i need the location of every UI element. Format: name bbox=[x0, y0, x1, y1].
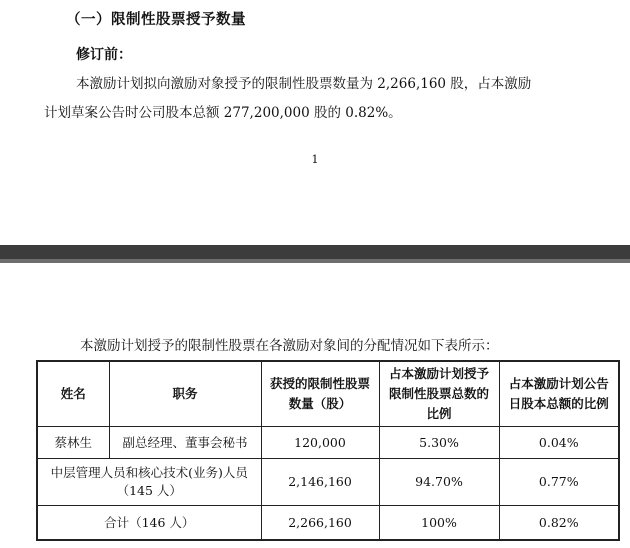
page-number: 1 bbox=[311, 153, 319, 166]
cell-pct-of-grant: 5.30% bbox=[379, 427, 499, 459]
revision-label: 修订前： bbox=[76, 47, 132, 63]
cell-pct-of-grant: 94.70% bbox=[379, 459, 499, 506]
paragraph-line-1: 本激励计划拟向激励对象授予的限制性股票数量为 2,266,160 股，占本激励 bbox=[76, 76, 532, 92]
cell-position: 副总经理、董事会秘书 bbox=[109, 427, 261, 459]
cell-total-label: 合计（146 人） bbox=[37, 506, 261, 541]
header-position: 职务 bbox=[109, 361, 261, 427]
cell-name: 蔡林生 bbox=[37, 427, 109, 459]
page-separator bbox=[0, 245, 630, 263]
distribution-table bbox=[36, 360, 620, 541]
document-page-top bbox=[0, 0, 630, 245]
paragraph-line-2: 计划草案公告时公司股本总额 277,200,000 股的 0.82%。 bbox=[44, 105, 402, 121]
cell-shares: 2,146,160 bbox=[261, 459, 379, 506]
table-total-row bbox=[37, 506, 619, 541]
cell-group: 中层管理人员和核心技术(业务)人员（145 人） bbox=[37, 459, 261, 506]
table-row bbox=[37, 459, 619, 506]
section-title: （一）限制性股票授予数量 bbox=[66, 12, 246, 28]
cell-pct-of-capital: 0.04% bbox=[499, 427, 619, 459]
table-header-row bbox=[37, 361, 619, 427]
table-caption: 本激励计划授予的限制性股票在各激励对象间的分配情况如下表所示： bbox=[80, 338, 499, 354]
table-row bbox=[37, 427, 619, 459]
cell-total-pct-of-capital: 0.82% bbox=[499, 506, 619, 541]
cell-shares: 120,000 bbox=[261, 427, 379, 459]
page-separator-shade bbox=[0, 259, 630, 263]
header-name: 姓名 bbox=[37, 361, 109, 427]
header-shares: 获授的限制性股票数量（股） bbox=[261, 361, 379, 427]
cell-total-pct-of-grant: 100% bbox=[379, 506, 499, 541]
cell-pct-of-capital: 0.77% bbox=[499, 459, 619, 506]
cell-total-shares: 2,266,160 bbox=[261, 506, 379, 541]
header-pct-of-capital: 占本激励计划公告日股本总额的比例 bbox=[499, 361, 619, 427]
header-pct-of-grant: 占本激励计划授予限制性股票总数的比例 bbox=[379, 361, 499, 427]
paragraph bbox=[44, 70, 600, 128]
